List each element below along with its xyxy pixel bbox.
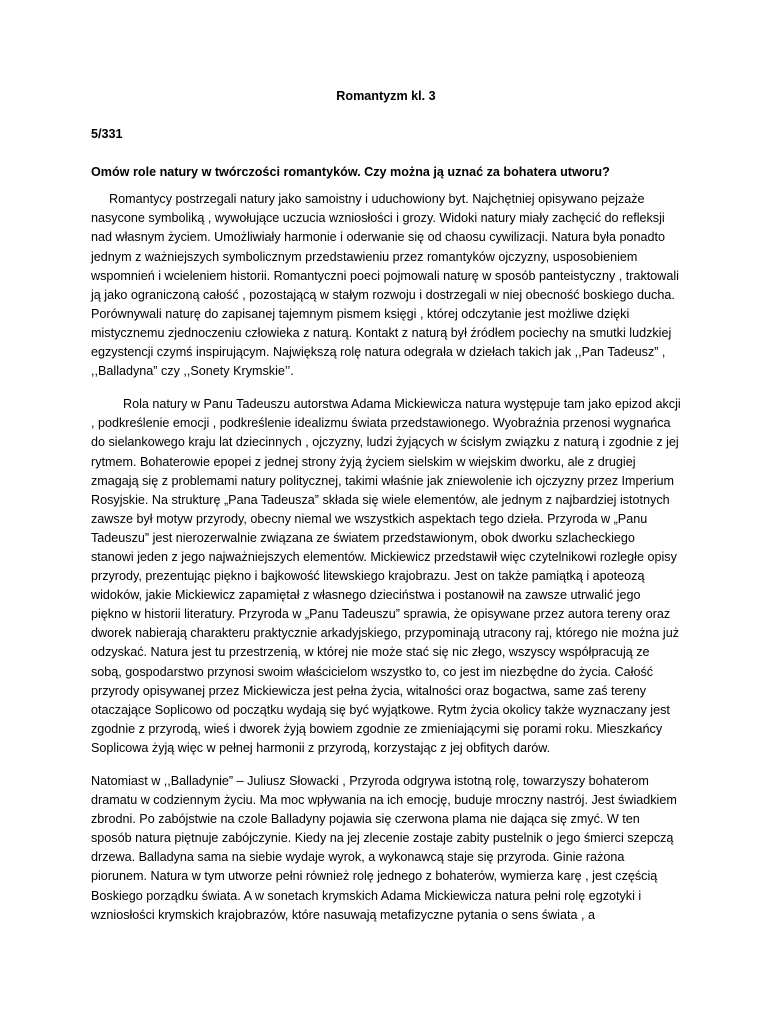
exercise-reference: 5/331 xyxy=(91,127,123,142)
document-body xyxy=(91,87,681,939)
essay-question: Omów role natury w twórczości romantyków. Czy można ją uznać za bohatera utworu? xyxy=(91,165,610,180)
paragraph-balladyna: Natomiast w ,,Balladynie” – Juliusz Słowacki , Przyroda odgrywa istotną rolę, towarzyszy bohaterom dramatu w codziennym życiu. Ma moc wpływania na ich emocję, buduje mroczny nastrój. Jest świadkiem zbrodni. Po zabójstwie na czole Balladyny pojawia się czerwona plama nie dająca się zmyć. W ten sposób natura piętnuje zabójczynie. Kiedy na jej zlecenie zostaje zabity pustelnik o jego śmierci szepczą drzewa. Balladyna sama na siebie wydaje wyrok, a wykonawcą staje się przyroda. Ginie rażona piorunem. Natura w tym utworze pełni również rolę jednego z bohaterów, wymierza karę , jest częścią Boskiego porządku świata. A w sonetach krymskich Adama Mickiewicza natura pełni rolę egzotyki i wzniosłości krymskich krajobrazów, które nasuwają metafizyczne pytania o sens świata , a xyxy=(91,774,677,922)
document-title: Romantyzm kl. 3 xyxy=(336,89,436,103)
paragraph-introduction: Romantycy postrzegali natury jako samoistny i uduchowiony byt. Najchętniej opisywano pejzaże nasycone symboliką , wywołujące uczucia wzniosłości i grozy. Widoki natury miały zachęcić do refleksji nad własnym życiem. Umożliwiały harmonie i oderwanie się od chaosu cywilizacji. Natura była ponadto jednym z ważniejszych symbolicznym przedstawieniu przez romantyków ojczyzny, usposobieniem wspomnień i wcieleniem historii. Romantyczni poeci pojmowali naturę w sposób panteistyczny , traktowali ją jako ograniczoną całość , pozostającą w stałym rozwoju i dostrzegali w niej obecność boskiego ducha. Porównywali naturę do zapisanej tajemnym pismem księgi , której odczytanie jest możliwe dzięki mistycznemu zjednoczeniu człowieka z naturą. Kontakt z naturą był źródłem pociechy na smutki ludzkiej egzystencji czymś inspirującym. Największą rolę natura odegrała w dziełach takich jak ,,Pan Tadeusz” , ,,Balladyna” czy ,,Sonety Krymskie’’. xyxy=(91,192,679,379)
paragraph-pan-tadeusz: Rola natury w Panu Tadeuszu autorstwa Adama Mickiewicza natura występuje tam jako epizod akcji , podkreślenie emocji , podkreślenie idealizmu świata przedstawionego. Wyobraźnia przenosi wygnańca do sielankowego kraju lat dziecinnych , ojczyzny, ludzi żyjących w ścisłym związku z naturą i zgodnie z jej rytmem. Bohaterowie epopei z jednej strony żyją życiem sielskim w wiejskim dworku, ale z drugiej zmagają się z problemami natury politycznej, takimi właśnie jak zniewolenie ich ojczyzny przez Imperium Rosyjskie. Na strukturę „Pana Tadeusza” składa się wiele elementów, ale jednym z najbardziej istotnych zawsze był motyw przyrody, obecny niemal we wszystkich aspektach tego dzieła. Przyroda w „Panu Tadeuszu” jest nierozerwalnie związana ze światem przedstawionym, obok dworku szlacheckiego stanowi jeden z jego najważniejszych elementów. Mickiewicz przedstawił więc czytelnikowi rozległe opisy przyrody, prezentując piękno i bajkowość litewskiego krajobrazu. Jest on także pamiątką i apoteozą widoków, jakie Mickiewicz zapamiętał z własnego dzieciństwa i postanowił na zawsze utrwalić jego piękno w historii literatury. Przyroda w „Panu Tadeuszu” sprawia, że opisywane przez autora tereny oraz dworek nabierają charakteru praktycznie arkadyjskiego, przypominają utracony raj, którego nie można już odzyskać. Natura jest tu przestrzenią, w której nie może stać się nic złego, wszyscy współpracują ze sobą, gospodarstwo przynosi swoim właścicielom wszystko to, co jest im niezbędne do życia. Całość przyrody opisywanej przez Mickiewicza jest pełna życia, witalności oraz bogactwa, same zaś tereny otaczające Soplicowo od początku wydają się być wyjątkowe. Rytm życia okolicy także wyznaczany jest zgodnie z przyrodą, wieś i dworek żyją bowiem zgodnie ze zmieniającymi się porami roku. Mieszkańcy Soplicowa żyją więc w pełnej harmonii z przyrodą, korzystając z jej obfitych darów. xyxy=(91,397,681,755)
